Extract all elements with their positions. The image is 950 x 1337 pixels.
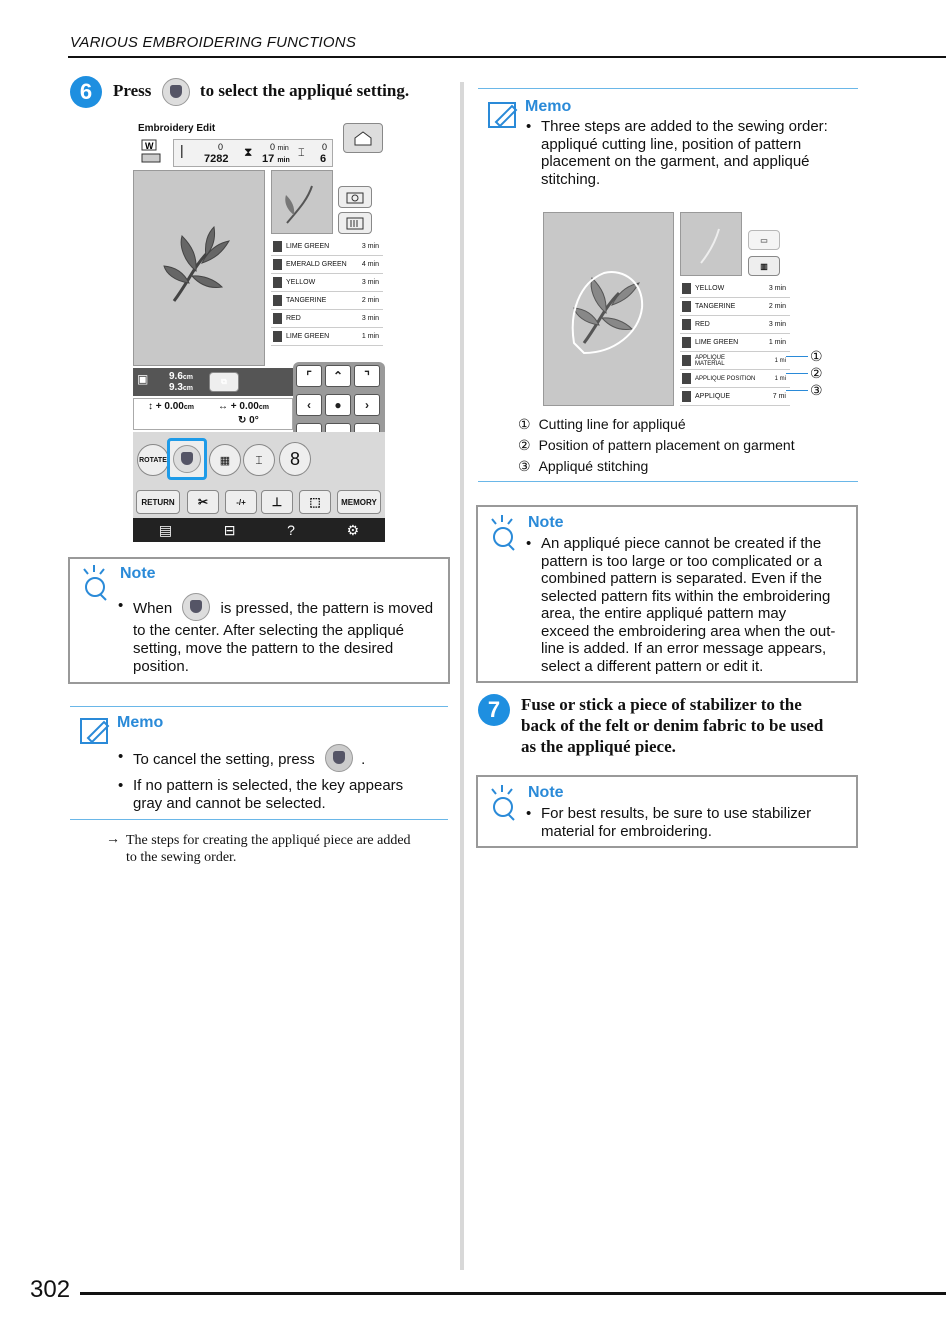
callout-1: ① [810, 348, 823, 364]
applique-button[interactable] [167, 438, 207, 480]
embroidery-edit-screen [133, 118, 385, 542]
thread-spool-icon [273, 331, 282, 342]
bullet: • [526, 118, 532, 135]
color-row[interactable]: YELLOW 3 min [271, 274, 383, 292]
size-width: 9.3cm [169, 382, 194, 393]
memory-button[interactable]: MEMORY [337, 490, 381, 514]
memo-2-line-2: appliqué cutting line, position of pattern [541, 136, 802, 153]
note-2-line-1: An appliqué piece cannot be created if the [541, 535, 822, 552]
note-3-line-2: material for embroidering. [541, 823, 712, 840]
scissors-icon[interactable]: ✂ [187, 490, 219, 514]
trial-button[interactable]: ⬚ [299, 490, 331, 514]
applique-color-list: YELLOW 3 min TANGERINE 2 min RED 3 min LIME GREEN 1 min APPLIQUE MATERIAL 1 mi APPLIQUE POSITION 1 mi APPLIQUE 7 mi [680, 280, 790, 406]
center-button[interactable]: ● [325, 394, 351, 416]
memo-heading: Memo [117, 714, 164, 731]
pattern-thumbnail [271, 170, 333, 234]
footer-rule [80, 1292, 946, 1295]
note-1-line-3: setting, move the pattern to the desired [133, 640, 394, 657]
color-row[interactable]: RED 3 min [271, 310, 383, 328]
note-heading: Note [528, 784, 564, 801]
settings-icon[interactable]: ⚙ [346, 521, 360, 538]
callout-line [786, 373, 808, 374]
memo-pencil-icon [80, 716, 112, 746]
thread-spool-icon [273, 241, 282, 252]
applique-thumbnail [680, 212, 742, 276]
arrow-up-right-button[interactable]: ⌝ [354, 365, 380, 387]
machine-icon[interactable]: ⊟ [223, 521, 236, 538]
time-current: 0 min [270, 142, 289, 152]
memo-2-line-4: stitching. [541, 171, 601, 188]
result-arrow: → [106, 832, 120, 847]
vertical-position: ↕ + 0.00cm [148, 401, 194, 412]
color-row[interactable]: TANGERINE 2 min [271, 292, 383, 310]
callout-line [786, 390, 808, 391]
memo-2-line-3: placement on the garment, and appliqué [541, 153, 810, 170]
memo-2-line-1: Three steps are added to the sewing order: [541, 118, 828, 135]
note-2-line-2: pattern is too large or too complicated or a [541, 553, 822, 570]
arrow-up-button[interactable]: ⌃ [325, 365, 351, 387]
note-2-line-6: exceed the embroidering area when the out- [541, 623, 836, 640]
legend-item-1: ① Cutting line for appliqué [518, 416, 686, 432]
size-height: 9.6cm [169, 371, 194, 382]
note-2-line-4: selected pattern fits within the embroidering [541, 588, 831, 605]
home-button[interactable] [343, 123, 383, 153]
callout-line [786, 356, 808, 357]
note-2-line-5: area, the entire appliqué pattern may [541, 605, 787, 622]
note-heading: Note [528, 514, 564, 531]
memo-pencil-icon [488, 100, 520, 130]
colors-total: 6 [320, 153, 327, 165]
time-total: 17 min [262, 153, 290, 165]
position-display [133, 398, 293, 430]
arrow-left-button[interactable]: ‹ [296, 394, 322, 416]
step-6-instruction: to select the appliqué setting. [199, 80, 410, 100]
frame-display-icon[interactable] [338, 212, 372, 234]
note-3-line-1: For best results, be sure to use stabilizer [541, 805, 812, 822]
stitch-current: 0 [218, 142, 224, 152]
memo-2-top-rule [478, 88, 858, 89]
step-6-text [113, 78, 409, 106]
stitch-length-button[interactable]: -/+ [225, 490, 257, 514]
density-button[interactable]: 8 [279, 442, 311, 476]
applique-button-icon [162, 78, 190, 106]
step-7-line-2: back of the felt or denim fabric to be used [521, 716, 824, 735]
bullet: • [118, 777, 124, 794]
lightbulb-icon [80, 565, 116, 605]
baste-button[interactable]: ⊥ [261, 490, 293, 514]
memo-1-bottom-rule [70, 819, 448, 820]
column-divider [460, 82, 464, 1270]
size-display [133, 368, 293, 396]
bullet: • [118, 748, 124, 765]
memo-2-bottom-rule [478, 481, 858, 482]
presser-foot-icon [138, 138, 168, 166]
lightbulb-icon [488, 515, 524, 555]
size-icon: ▣ [137, 372, 149, 386]
note-box-3 [476, 775, 858, 848]
color-sequence-list [271, 238, 383, 346]
document-icon[interactable]: ▤ [158, 521, 173, 538]
memo-1-item-1: To cancel the setting, press . [133, 748, 365, 772]
floral-pattern-image [134, 171, 264, 361]
note-box-2 [476, 505, 858, 683]
applique-pattern-image [544, 213, 674, 403]
thread-color-button[interactable]: ⌶ [243, 444, 275, 476]
thread-spool-icon [273, 295, 282, 306]
applique-preview-area [543, 212, 674, 406]
arrow-right-button[interactable]: › [354, 394, 380, 416]
stitch-total: 7282 [204, 153, 229, 165]
page-number: 302 [30, 1276, 71, 1303]
note-2-line-8: select a different pattern or edit it. [541, 658, 764, 675]
function-buttons-row [133, 432, 385, 486]
applique-button-icon [182, 593, 210, 621]
help-button[interactable]: ? [287, 522, 295, 538]
note-1-line-4: position. [133, 658, 189, 675]
memo-1-item-2a: If no pattern is selected, the key appears [133, 777, 404, 794]
memo-1-top-rule [70, 706, 448, 707]
section-title: VARIOUS EMBROIDERING FUNCTIONS [70, 34, 357, 51]
svg-text:W: W [145, 141, 154, 151]
return-button[interactable]: RETURN [136, 490, 180, 514]
border-button[interactable]: ▦ [209, 444, 241, 476]
step-6-press: Press [113, 80, 152, 100]
counters-panel [173, 139, 333, 167]
hourglass-icon: ⧗ [244, 145, 253, 159]
memo-heading: Memo [525, 98, 572, 115]
colors-current: 0 [322, 142, 328, 152]
color-row[interactable]: LIME GREEN 1 min [271, 328, 383, 346]
needle-icon: | [180, 142, 184, 158]
color-row[interactable]: EMERALD GREEN 4 min [271, 256, 383, 274]
edit-buttons-row [133, 486, 385, 518]
frame-display-icon: ▥ [748, 256, 780, 276]
legend-item-2: ② Position of pattern placement on garment [518, 437, 795, 453]
bullet: • [118, 597, 124, 614]
screen-title: Embroidery Edit [138, 123, 216, 134]
thread-spool-icon [273, 259, 282, 270]
note-box-1 [68, 557, 450, 684]
step-7-line-3: as the appliqué piece. [521, 737, 676, 756]
header-rule [68, 56, 946, 58]
callout-3: ③ [810, 382, 823, 398]
rotate-button[interactable]: ROTATE [137, 444, 169, 476]
camera-icon[interactable] [338, 186, 372, 208]
bullet: • [526, 535, 532, 552]
color-row[interactable]: LIME GREEN 3 min [271, 238, 383, 256]
note-2-line-7: line is added. If an error message appears, [541, 640, 827, 657]
legend-item-3: ③ Appliqué stitching [518, 458, 649, 474]
result-line-2: to the sewing order. [126, 850, 237, 865]
note-2-line-3: combined pattern is separated. Even if the [541, 570, 823, 587]
horizontal-position: ↔ + 0.00cm [218, 401, 269, 412]
hoop-select-icon[interactable]: ⧉ [209, 372, 239, 392]
applique-shield-icon [173, 445, 201, 473]
bullet: • [526, 805, 532, 822]
pattern-preview-area[interactable] [133, 170, 265, 366]
memo-1-item-2b: gray and cannot be selected. [133, 795, 326, 812]
bottom-toolbar [133, 518, 385, 542]
step-7-badge: 7 [478, 694, 510, 726]
note-1-line-1: When is pressed, the pattern is moved [133, 597, 433, 621]
thread-spool-icon [273, 313, 282, 324]
note-heading: Note [120, 565, 156, 582]
applique-button-gray-icon [325, 744, 353, 772]
camera-icon: ▭ [748, 230, 780, 250]
step-6-badge: 6 [70, 76, 102, 108]
lightbulb-icon [488, 785, 524, 825]
spool-icon: ⌶ [298, 147, 305, 159]
note-1-line-2: to the center. After selecting the appliqué [133, 622, 405, 639]
step-7-line-1: Fuse or stick a piece of stabilizer to the [521, 695, 802, 714]
angle-display: ↻ 0° [238, 415, 259, 426]
callout-2: ② [810, 365, 823, 381]
thread-spool-icon [273, 277, 282, 288]
result-line-1: The steps for creating the appliqué piece are added [126, 833, 411, 848]
arrow-up-left-button[interactable]: ⌜ [296, 365, 322, 387]
